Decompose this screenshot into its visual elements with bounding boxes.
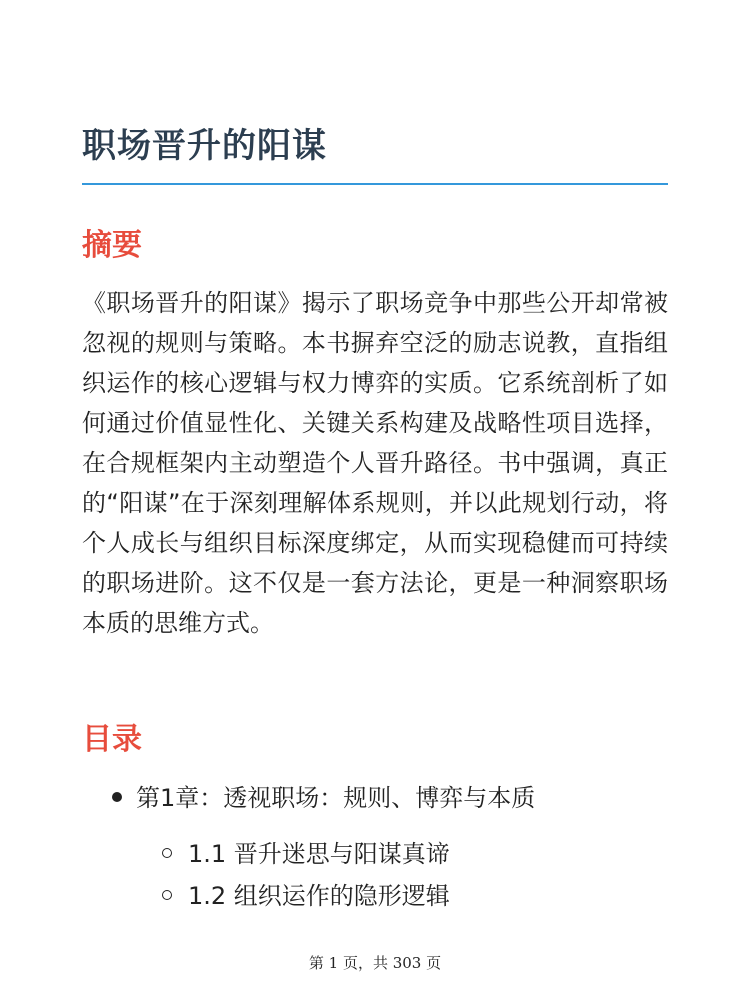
bullet-disc-icon — [112, 792, 122, 802]
toc-section-1-1[interactable] — [162, 834, 450, 874]
toc-section-1-2-label: 1.2 组织运作的隐形逻辑 — [188, 882, 450, 910]
page-number-footer: 第 1 页，共 303 页 — [308, 954, 442, 972]
toc-section-1-1-label: 1.1 晋升迷思与阳谋真谛 — [188, 840, 450, 868]
title-divider — [82, 183, 668, 185]
book-title: 职场晋升的阳谋 — [82, 126, 327, 166]
toc-chapter-1[interactable] — [112, 778, 535, 818]
toc-heading: 目录 — [82, 722, 142, 757]
bullet-circle-icon — [162, 890, 172, 900]
toc-chapter-1-label: 第1章：透视职场：规则、博弈与本质 — [136, 784, 536, 812]
toc-section-1-2[interactable] — [162, 876, 450, 916]
bullet-circle-icon — [162, 848, 172, 858]
abstract-heading: 摘要 — [82, 228, 142, 263]
abstract-body: 《职场晋升的阳谋》揭示了职场竞争中那些公开却常被忽视的规则与策略。本书摒弃空泛的励志说教，直指组织运作的核心逻辑与权力博弈的实质。它系统剖析了如何通过价值显性化、关键关系构建及战略性项目选择，在合规框架内主动塑造个人晋升路径。书中强调，真正的“阳谋”在于深刻理解体系规则，并以此规划行动，将个人成长与组织目标深度绑定，从而实现稳健而可持续的职场进阶。这不仅是一套方法论，更是一种洞察职场本质的思维方式。 — [82, 289, 668, 637]
